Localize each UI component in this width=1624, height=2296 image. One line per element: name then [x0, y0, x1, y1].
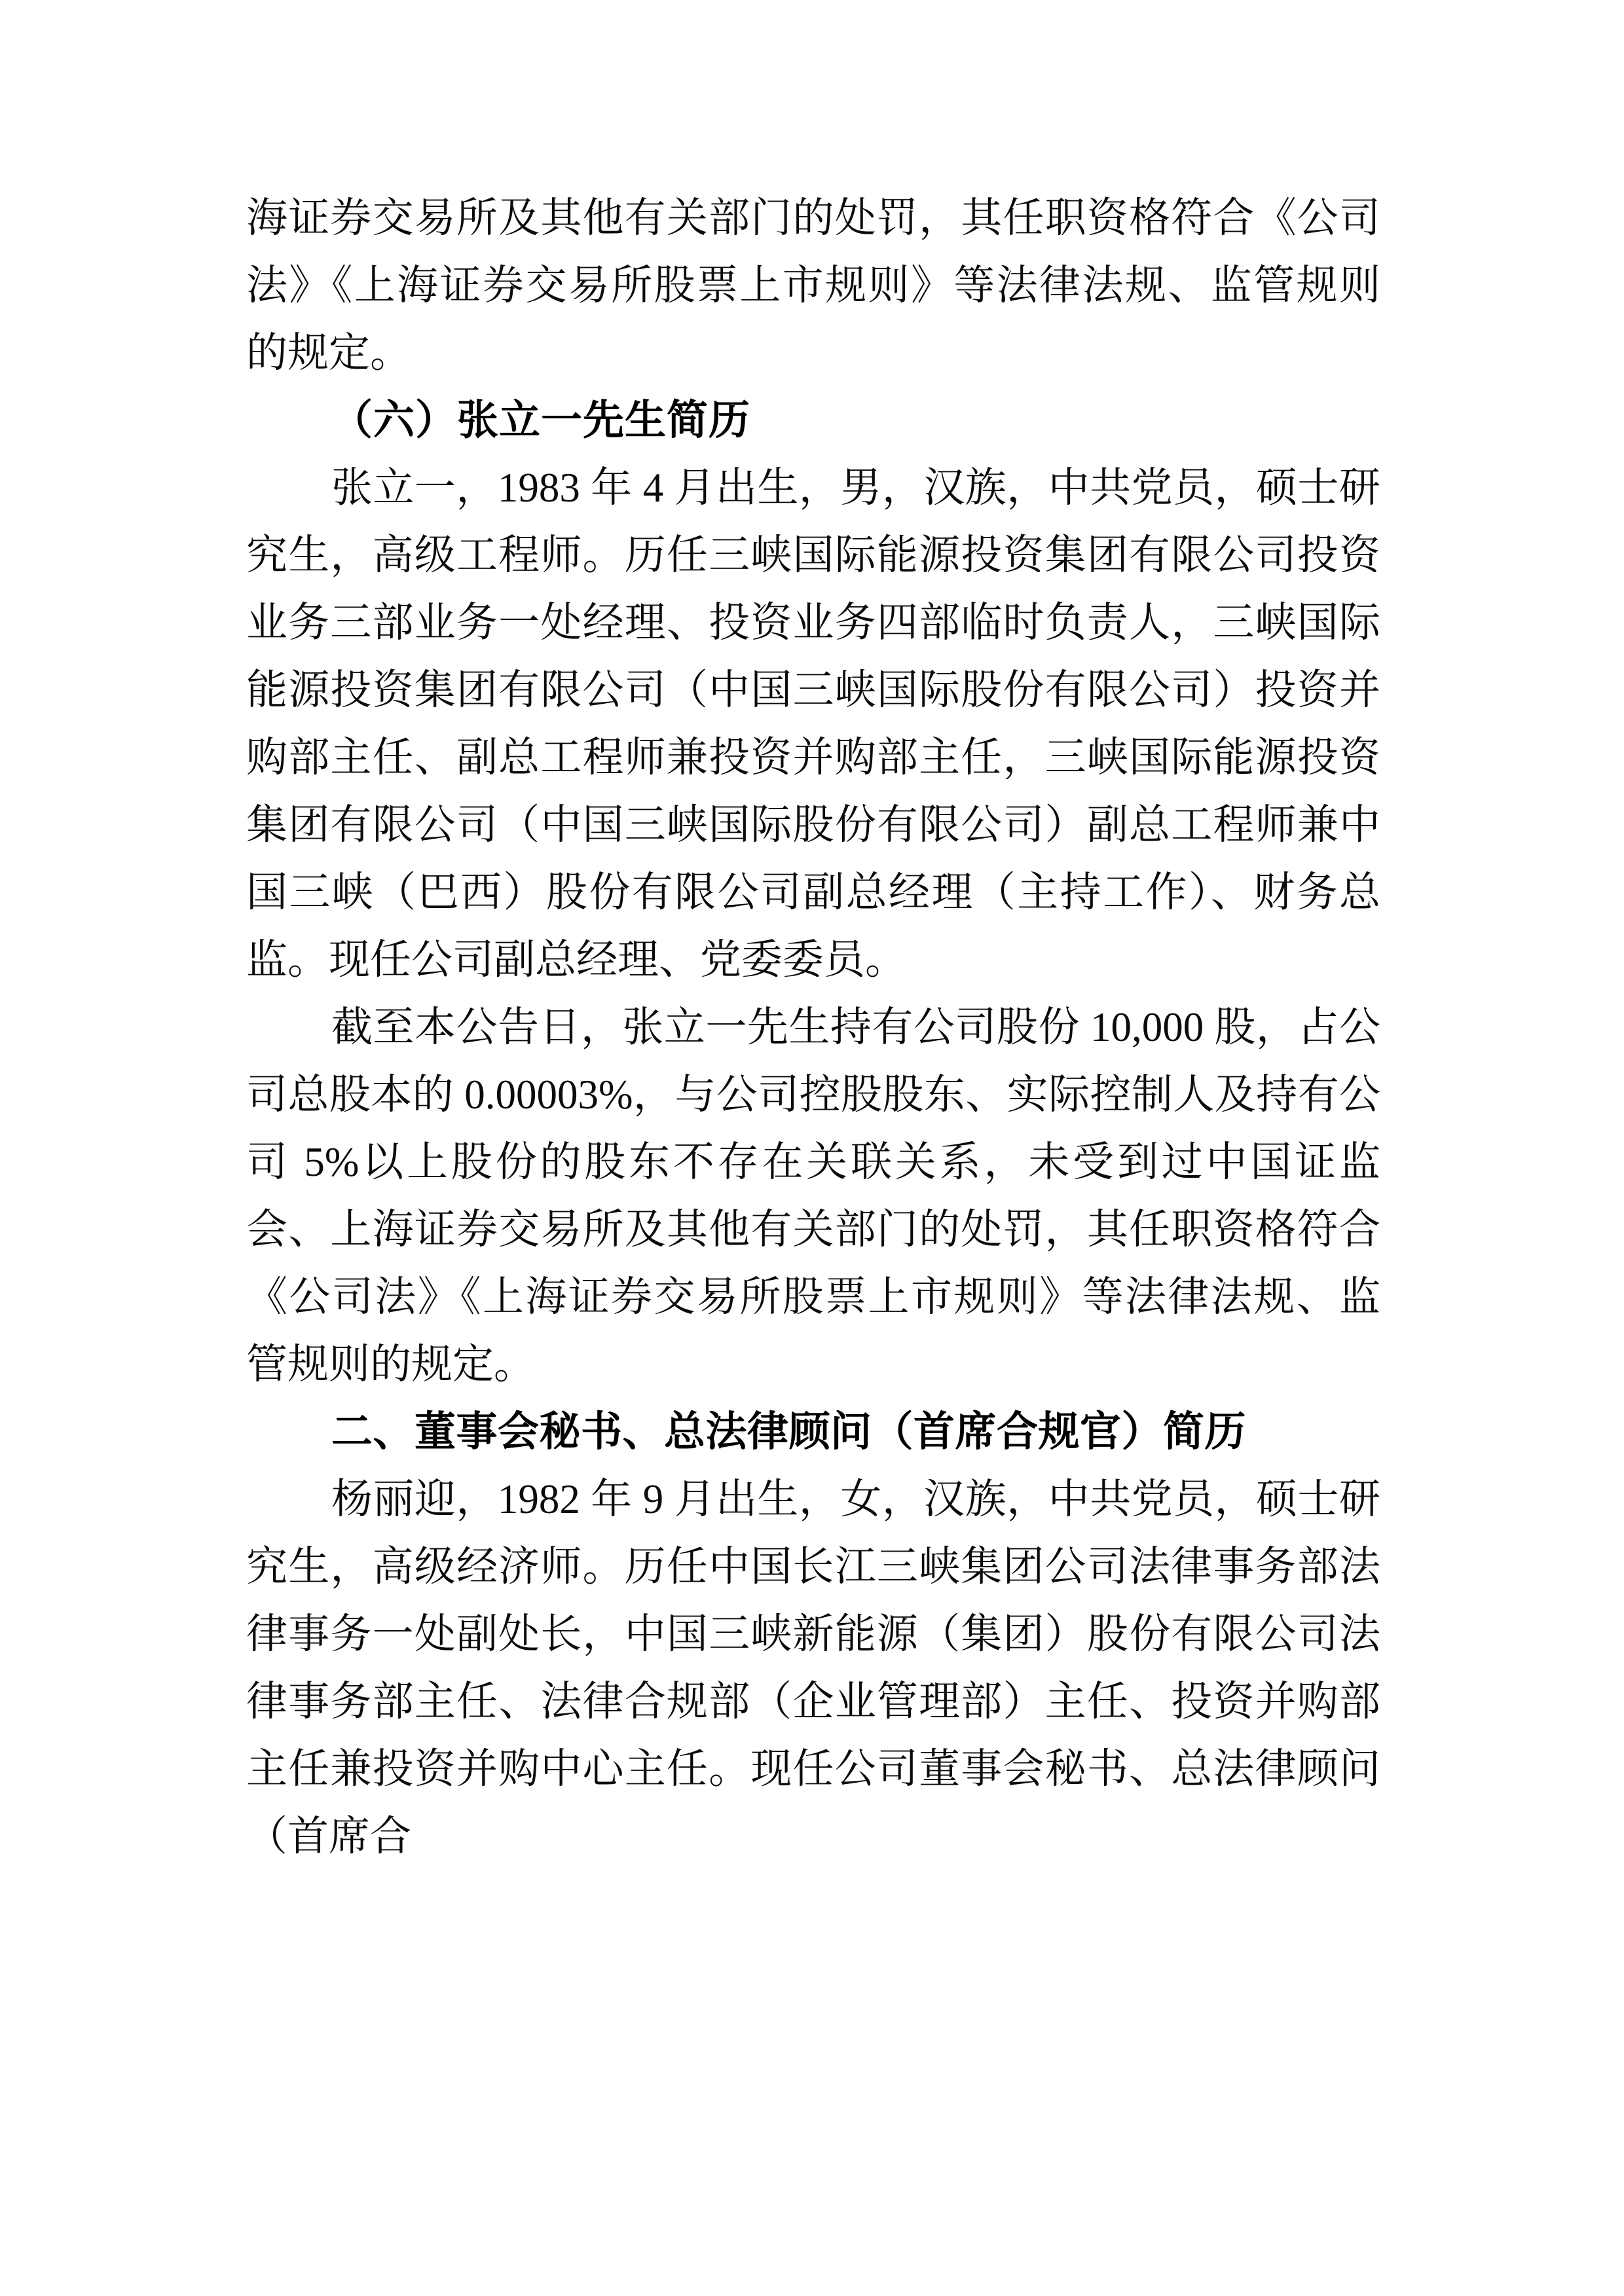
text-column — [246, 185, 1380, 1870]
paragraph-zhang-biography: 张立一，1983 年 4 月出生，男，汉族，中共党员，硕士研究生，高级工程师。历任三峡国际能源投资集团有限公司投资业务三部业务一处经理、投资业务四部临时负责人，三峡国际能源投资集团有限公司（中国三峡国际股份有限公司）投资并购部主任、副总工程师兼投资并购部主任，三峡国际能源投资集团有限公司（中国三峡国际股份有限公司）副总工程师兼中国三峡（巴西）股份有限公司副总经理（主持工作）、财务总监。现任公司副总经理、党委委员。 — [246, 465, 1380, 983]
paragraph-zhang-shareholding: 截至本公告日，张立一先生持有公司股份 10,000 股，占公司总股本的 0.00003%，与公司控股股东、实际控制人及持有公司 5%以上股份的股东不存在关联关系，未受到过中国证监会、上海证券交易所及其他有关部门的处罚，其任职资格符合《公司法》《上海证券交易所股票上市规则》等法律法规、监管规则的规定。 — [246, 1004, 1380, 1387]
sub-heading-section-six: （六）张立一先生简历 — [331, 397, 750, 443]
paragraph-continuation: 海证券交易所及其他有关部门的处罚，其任职资格符合《公司法》《上海证券交易所股票上市规则》等法律法规、监管规则的规定。 — [246, 195, 1380, 376]
paragraph-yang-biography: 杨丽迎，1982 年 9 月出生，女，汉族，中共党员，硕士研究生，高级经济师。历任中国长江三峡集团公司法律事务部法律事务一处副处长，中国三峡新能源（集团）股份有限公司法律事务部主任、法律合规部（企业管理部）主任、投资并购部主任兼投资并购中心主任。现任公司董事会秘书、总法律顾问（首席合 — [246, 1476, 1380, 1859]
major-heading-section-two: 二、董事会秘书、总法律顾问（首席合规官）简历 — [331, 1409, 1246, 1455]
